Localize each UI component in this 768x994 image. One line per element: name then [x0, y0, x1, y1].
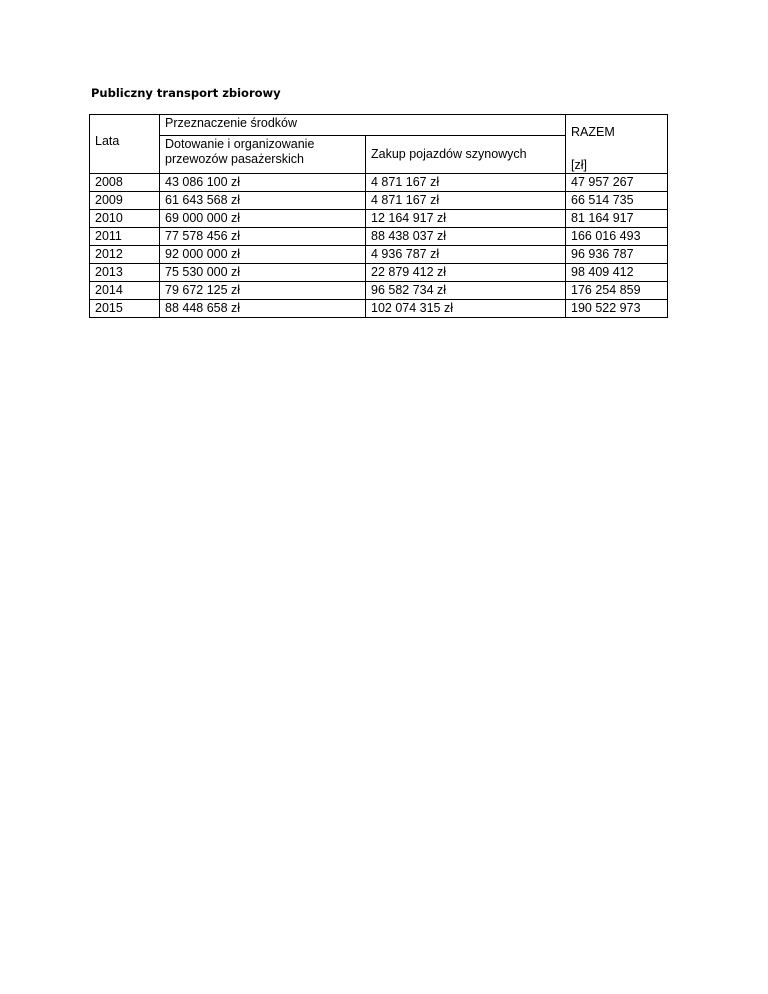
cell-subsidy: 75 530 000 zł — [160, 264, 366, 282]
cell-rail: 102 074 315 zł — [366, 300, 566, 318]
header-total — [566, 115, 668, 174]
cell-rail: 12 164 917 zł — [366, 210, 566, 228]
cell-rail: 4 871 167 zł — [366, 174, 566, 192]
cell-total: 176 254 859 — [566, 282, 668, 300]
funding-table — [89, 114, 668, 318]
document-title: Publiczny transport zbiorowy — [91, 86, 281, 100]
cell-subsidy: 88 448 658 zł — [160, 300, 366, 318]
header-group-allocation: Przeznaczenie środków — [160, 115, 566, 136]
table-row — [90, 174, 668, 192]
cell-year: 2010 — [90, 210, 160, 228]
table-row — [90, 246, 668, 264]
cell-rail: 4 936 787 zł — [366, 246, 566, 264]
cell-year: 2009 — [90, 192, 160, 210]
cell-total: 81 164 917 — [566, 210, 668, 228]
cell-subsidy: 69 000 000 zł — [160, 210, 366, 228]
table-row — [90, 228, 668, 246]
cell-subsidy: 77 578 456 zł — [160, 228, 366, 246]
header-years: Lata — [90, 115, 160, 174]
cell-total: 98 409 412 — [566, 264, 668, 282]
cell-total: 190 522 973 — [566, 300, 668, 318]
cell-year: 2008 — [90, 174, 160, 192]
cell-subsidy: 92 000 000 zł — [160, 246, 366, 264]
cell-year: 2013 — [90, 264, 160, 282]
cell-total: 66 514 735 — [566, 192, 668, 210]
header-total-unit: [zł] — [571, 158, 587, 172]
table-row — [90, 264, 668, 282]
table-row — [90, 210, 668, 228]
cell-subsidy: 61 643 568 zł — [160, 192, 366, 210]
header-total-label: RAZEM — [571, 125, 615, 139]
table-row — [90, 300, 668, 318]
cell-total: 96 936 787 — [566, 246, 668, 264]
cell-rail: 88 438 037 zł — [366, 228, 566, 246]
cell-year: 2014 — [90, 282, 160, 300]
cell-year: 2012 — [90, 246, 160, 264]
cell-year: 2015 — [90, 300, 160, 318]
cell-year: 2011 — [90, 228, 160, 246]
header-subsidy: Dotowanie i organizowanie przewozów pasażerskich — [160, 135, 366, 173]
table-row — [90, 282, 668, 300]
cell-rail: 96 582 734 zł — [366, 282, 566, 300]
header-rail-vehicles: Zakup pojazdów szynowych — [366, 135, 566, 173]
cell-rail: 4 871 167 zł — [366, 192, 566, 210]
cell-subsidy: 43 086 100 zł — [160, 174, 366, 192]
header-row-group — [90, 115, 668, 136]
cell-rail: 22 879 412 zł — [366, 264, 566, 282]
cell-total: 47 957 267 — [566, 174, 668, 192]
cell-subsidy: 79 672 125 zł — [160, 282, 366, 300]
table-row — [90, 192, 668, 210]
cell-total: 166 016 493 — [566, 228, 668, 246]
